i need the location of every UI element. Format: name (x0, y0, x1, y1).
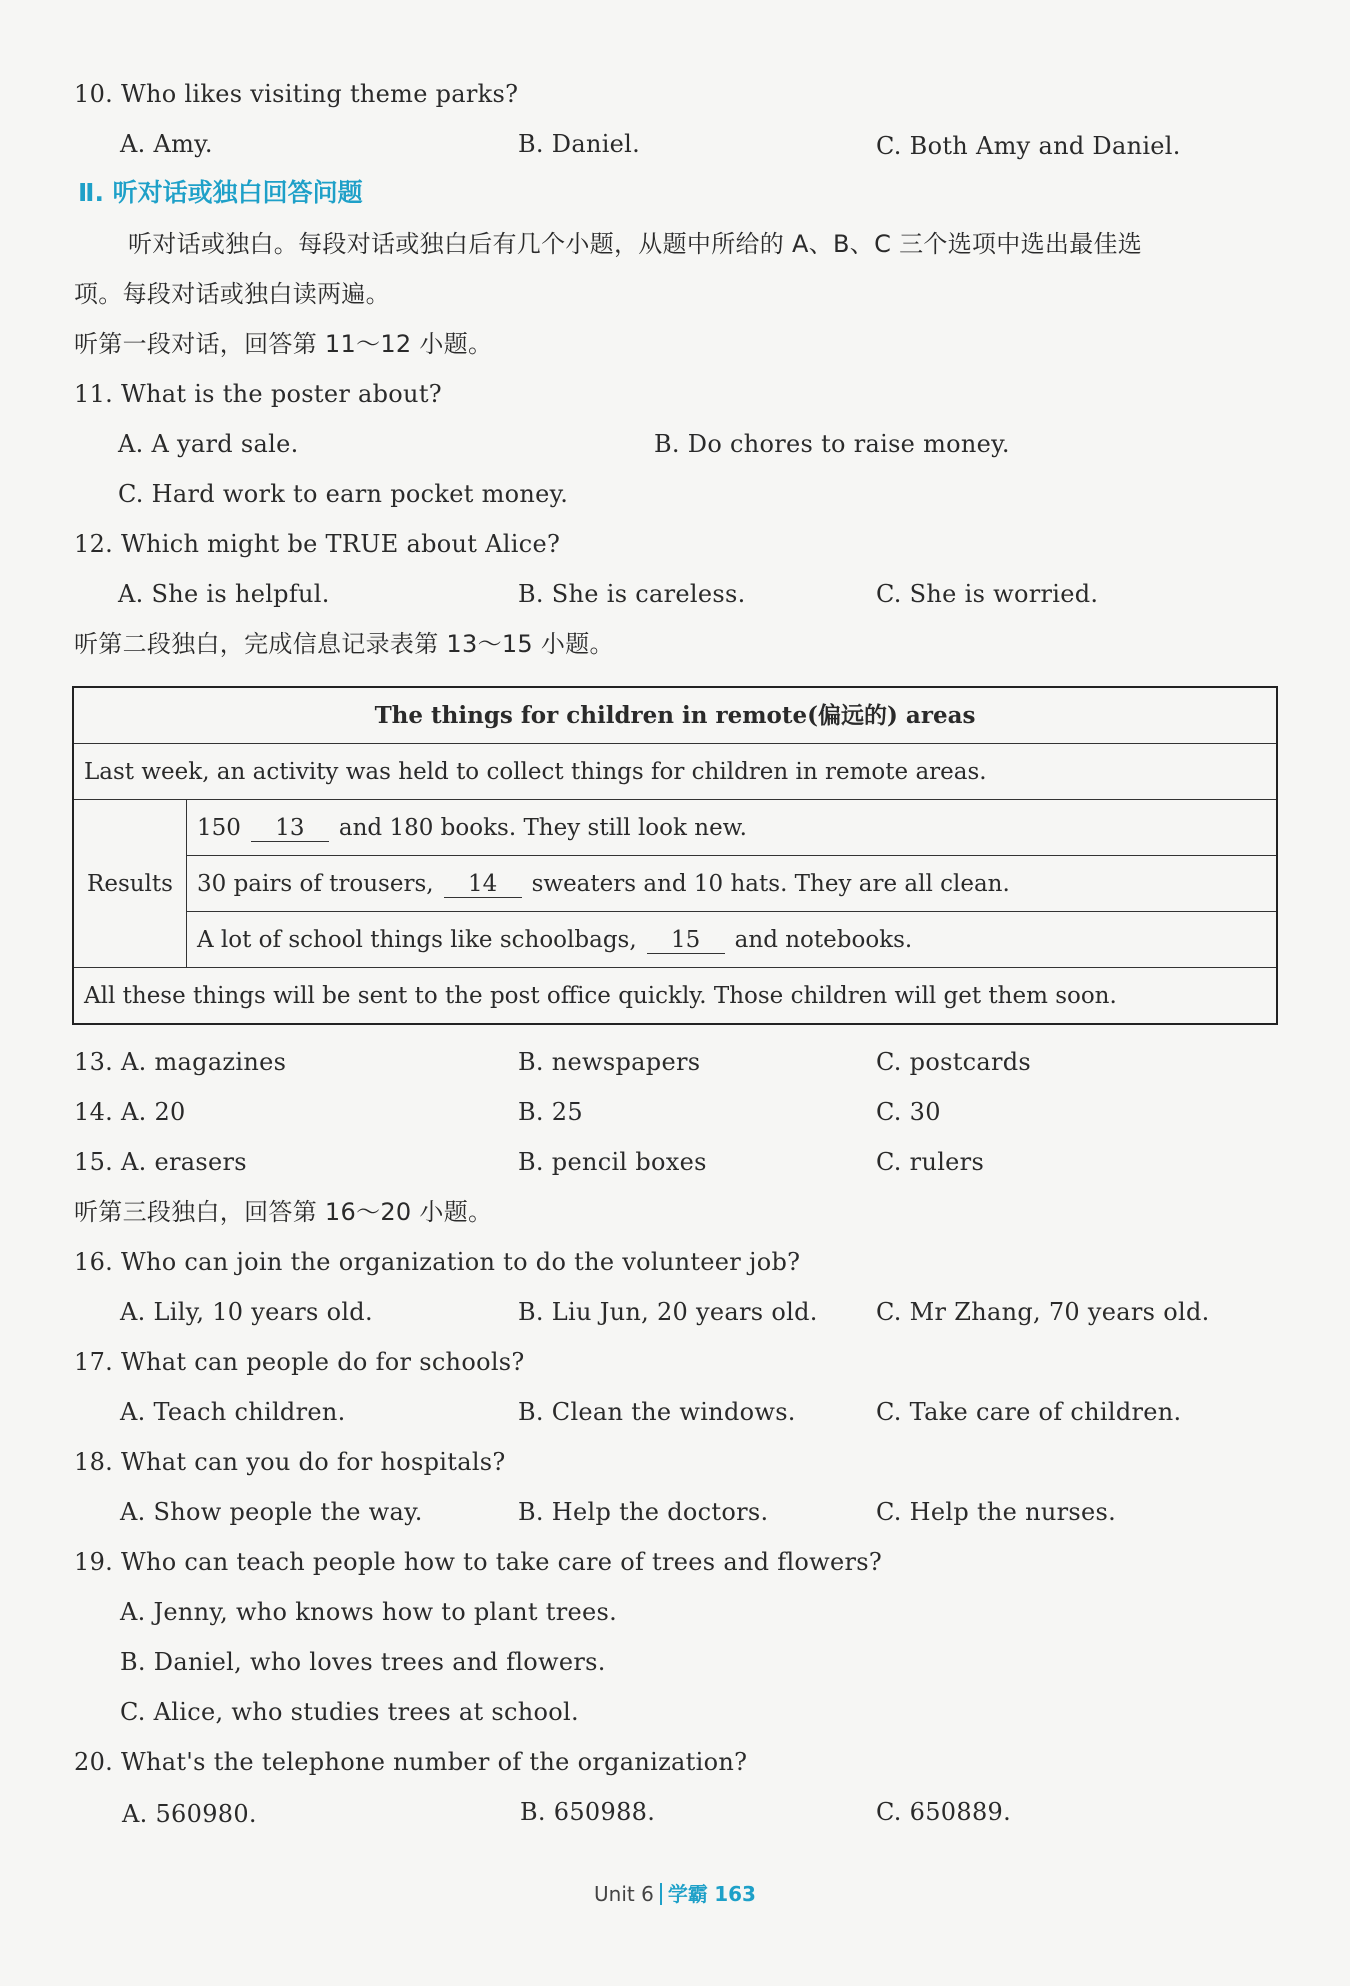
q19-option-b: B. Daniel, who loves trees and flowers. (120, 1648, 606, 1676)
q20-option-b: B. 650988. (520, 1798, 656, 1826)
result-row-2-post: sweaters and 10 hats. They are all clean. (531, 870, 1010, 897)
table-final-row: All these things will be sent to the post office quickly. Those children will get them soon. (73, 968, 1277, 1025)
q20-option-a: A. 560980. (122, 1800, 257, 1828)
question-11: 11. What is the poster about? (74, 380, 442, 408)
page-footer (0, 1878, 1350, 1907)
blank-14: 14 (444, 871, 522, 898)
q13-option-b: B. newspapers (518, 1048, 701, 1076)
result-row-1 (187, 800, 1278, 856)
footer-unit: Unit 6 (594, 1882, 654, 1906)
question-18: 18. What can you do for hospitals? (74, 1448, 506, 1476)
q18-option-b: B. Help the doctors. (518, 1498, 769, 1526)
result-row-1-pre: 150 (197, 814, 241, 841)
q12-option-a: A. She is helpful. (118, 580, 330, 608)
result-row-2-pre: 30 pairs of trousers, (197, 870, 434, 897)
question-20: 20. What's the telephone number of the organization? (74, 1748, 748, 1776)
q15-option-b: B. pencil boxes (518, 1148, 707, 1176)
result-row-3-post: and notebooks. (734, 926, 913, 953)
q15-option-c: C. rulers (876, 1148, 985, 1176)
q13-option-a: 13. A. magazines (74, 1048, 287, 1076)
result-row-3-pre: A lot of school things like schoolbags, (197, 926, 637, 953)
results-label: Results (73, 800, 187, 968)
question-16: 16. Who can join the organization to do the volunteer job? (74, 1248, 801, 1276)
blank-15: 15 (647, 927, 725, 954)
q18-option-a: A. Show people the way. (120, 1498, 423, 1526)
section-intro-line2: 项。每段对话或独白读两遍。 (74, 280, 390, 308)
blank-13: 13 (251, 815, 329, 842)
info-record-table (72, 686, 1278, 1025)
q20-option-c: C. 650889. (876, 1798, 1012, 1826)
q13-option-c: C. postcards (876, 1048, 1032, 1076)
footer-brand: 学霸 (667, 1882, 708, 1906)
part2-instruction: 听第二段独白，完成信息记录表第 13～15 小题。 (74, 630, 614, 658)
q14-option-b: B. 25 (518, 1098, 583, 1126)
part1-instruction: 听第一段对话，回答第 11～12 小题。 (74, 330, 493, 358)
q16-option-a: A. Lily, 10 years old. (120, 1298, 373, 1326)
part3-instruction: 听第三段独白，回答第 16～20 小题。 (74, 1198, 493, 1226)
q16-option-c: C. Mr Zhang, 70 years old. (876, 1298, 1210, 1326)
table-title: The things for children in remote(偏远的) areas (73, 687, 1277, 744)
q17-option-c: C. Take care of children. (876, 1398, 1182, 1426)
q10-option-b: B. Daniel. (518, 130, 641, 158)
result-row-2 (187, 856, 1278, 912)
table-intro-row: Last week, an activity was held to collect things for children in remote areas. (73, 744, 1277, 800)
q18-option-c: C. Help the nurses. (876, 1498, 1117, 1526)
q11-option-a: A. A yard sale. (118, 430, 299, 458)
footer-page-number: 163 (714, 1882, 756, 1906)
question-12: 12. Which might be TRUE about Alice? (74, 530, 561, 558)
question-19: 19. Who can teach people how to take care of trees and flowers? (74, 1548, 883, 1576)
result-row-3 (187, 912, 1278, 968)
footer-divider (660, 1883, 662, 1905)
section-heading: Ⅱ. 听对话或独白回答问题 (78, 178, 363, 207)
q15-option-a: 15. A. erasers (74, 1148, 247, 1176)
result-row-1-post: and 180 books. They still look new. (338, 814, 747, 841)
section-intro-line1: 听对话或独白。每段对话或独白后有几个小题，从题中所给的 A、B、C 三个选项中选出最佳选 (128, 230, 1143, 258)
q12-option-c: C. She is worried. (876, 580, 1099, 608)
q10-option-c: C. Both Amy and Daniel. (876, 132, 1181, 160)
question-10: 10. Who likes visiting theme parks? (74, 80, 519, 108)
q12-option-b: B. She is careless. (518, 580, 746, 608)
q19-option-a: A. Jenny, who knows how to plant trees. (120, 1598, 618, 1626)
q14-option-c: C. 30 (876, 1098, 941, 1126)
q11-option-c: C. Hard work to earn pocket money. (118, 480, 569, 508)
q19-option-c: C. Alice, who studies trees at school. (120, 1698, 579, 1726)
q11-option-b: B. Do chores to raise money. (654, 430, 1010, 458)
question-17: 17. What can people do for schools? (74, 1348, 525, 1376)
q17-option-b: B. Clean the windows. (518, 1398, 796, 1426)
q10-option-a: A. Amy. (120, 130, 213, 158)
q16-option-b: B. Liu Jun, 20 years old. (518, 1298, 818, 1326)
q17-option-a: A. Teach children. (120, 1398, 346, 1426)
q14-option-a: 14. A. 20 (74, 1098, 186, 1126)
